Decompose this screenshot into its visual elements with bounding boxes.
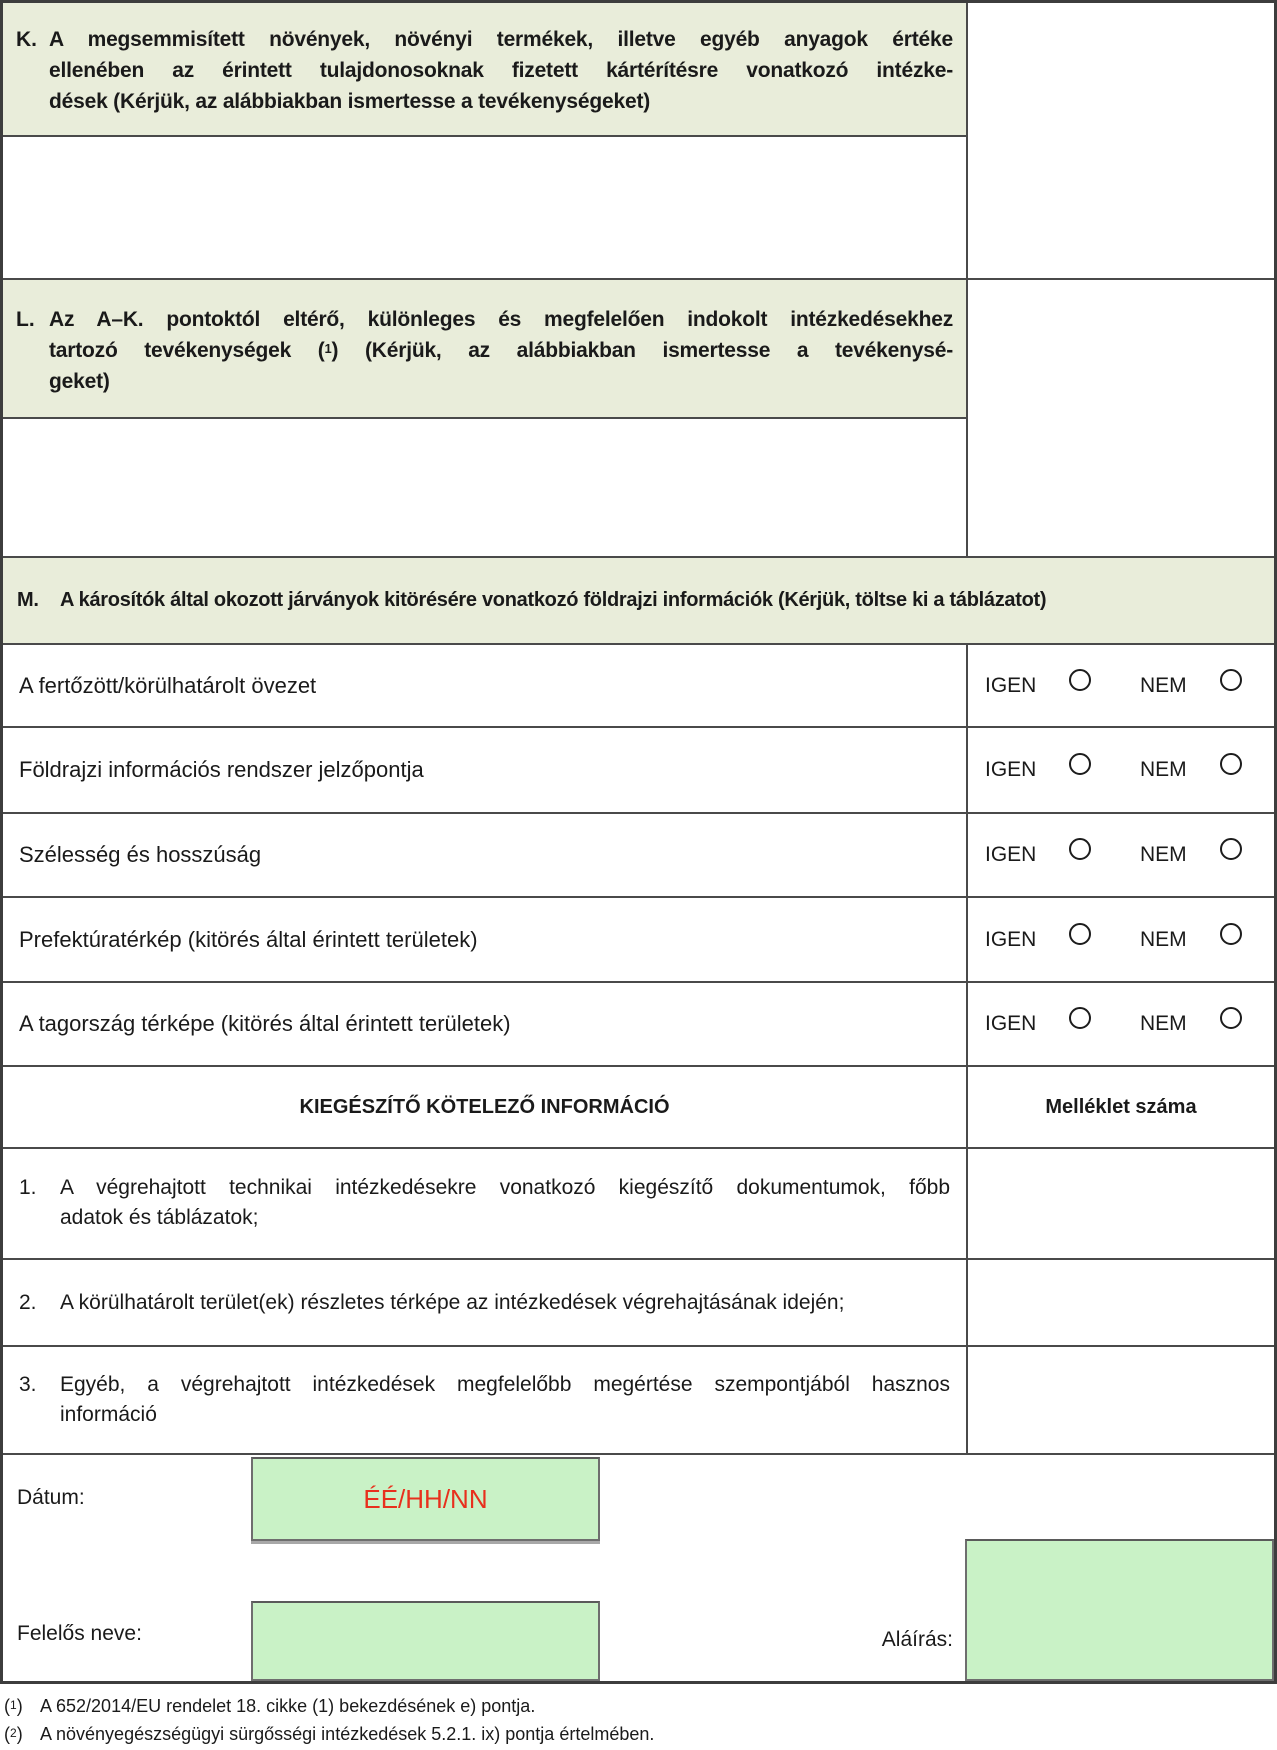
item-2-line1: A körülhatárolt terület(ek) részletes térképe az intézkedések végrehajtásának idején; [60, 1291, 845, 1314]
section-k-answer-area[interactable] [3, 137, 968, 280]
section-l-answer-area[interactable] [3, 419, 968, 558]
footnote-2-marker: ($^2$) [4, 1724, 23, 1744]
geo-row-3-no-radio[interactable] [1220, 838, 1242, 860]
section-l-title [49, 304, 953, 397]
footnote-1-text: A 652/2014/EU rendelet 18. cikke (1) bekezdésének e) pontja. [40, 1696, 536, 1716]
item-3-number: 3. [19, 1373, 37, 1396]
footnote-2-text: A növényegészségügyi sürgősségi intézkedések 5.2.1. ix) pontja értelmében. [40, 1724, 655, 1744]
supplementary-header-cell [3, 1067, 968, 1149]
geo-row-2-label-cell [3, 728, 968, 814]
section-m-title [3, 558, 1274, 643]
footnote-1-sup: 1 [10, 1698, 17, 1712]
yes-label: IGEN [985, 843, 1037, 866]
geo-row-2-label: Földrajzi információs rendszer jelzőpontja [19, 757, 424, 782]
signature-field[interactable] [965, 1539, 1274, 1681]
date-placeholder-value: ÉÉ/HH/NN [363, 1483, 488, 1514]
yes-label: IGEN [985, 1012, 1037, 1035]
geo-row-1-label: A fertőzött/körülhatárolt övezet [19, 672, 317, 698]
footnote-ref-1: 1 [324, 341, 332, 356]
geo-row-2-yes-radio[interactable] [1069, 753, 1091, 775]
item-3-cell [3, 1347, 968, 1455]
responsible-name-label: Felelős neve: [17, 1622, 142, 1645]
geo-row-5-label: A tagország térképe (kitörés által érintett területek) [19, 1011, 511, 1036]
item-1-line2: adatok és táblázatok; [60, 1206, 259, 1229]
item-3-annex-cell[interactable] [968, 1347, 1274, 1455]
annex-number-header-cell [968, 1067, 1274, 1149]
no-label: NEM [1140, 1012, 1187, 1035]
geo-row-5-no-radio[interactable] [1220, 1007, 1242, 1029]
geo-row-2-choice-cell [968, 728, 1274, 814]
footnote-2 [4, 1722, 654, 1746]
item-1-text [60, 1173, 950, 1233]
section-m-header-cell [3, 558, 1274, 645]
geo-row-1-yes-radio[interactable] [1069, 669, 1091, 691]
item-2-text [60, 1288, 950, 1318]
geo-row-5-choice-cell [968, 983, 1274, 1067]
item-3-text [60, 1370, 950, 1430]
section-k-line2: ellenében az érintett tulajdonosoknak fizetett kártérítésre vonatkozó intézke- [49, 59, 953, 82]
yes-label: IGEN [985, 673, 1037, 697]
item-2-cell [3, 1260, 968, 1347]
item-3-line1: Egyéb, a végrehajtott intézkedések megfelelőbb megértése szempontjából hasznos [60, 1373, 950, 1396]
responsible-name-field[interactable] [251, 1601, 600, 1681]
geo-row-3-label: Szélesség és hosszúság [19, 842, 262, 867]
geo-row-3-yes-radio[interactable] [1069, 838, 1091, 860]
geo-row-4-label: Prefektúratérkép (kitörés által érintett területek) [19, 926, 478, 952]
supplementary-header-title: KIEGÉSZÍTŐ KÖTELEZŐ INFORMÁCIÓ [299, 1095, 670, 1118]
yes-label: IGEN [985, 758, 1037, 781]
geo-row-2-no-radio[interactable] [1220, 753, 1242, 775]
signature-section [3, 1455, 1274, 1681]
geo-row-1-choice-cell [968, 645, 1274, 728]
section-l-line2 [49, 335, 953, 366]
item-1-annex-cell[interactable] [968, 1149, 1274, 1260]
geo-row-4-choice-cell [968, 898, 1274, 983]
section-l-line1: Az A–K. pontoktól eltérő, különleges és megfelelően indokolt intézkedésekhez [49, 308, 953, 331]
footnote-1-marker: ($^1$) [4, 1696, 23, 1716]
geo-row-1-label-cell [3, 645, 968, 728]
item-3-line2: információ [60, 1403, 157, 1426]
section-m-letter: M. [17, 589, 39, 611]
section-k-letter: K. [16, 28, 37, 51]
item-2-number: 2. [19, 1291, 37, 1314]
item-2-annex-cell[interactable] [968, 1260, 1274, 1347]
geo-row-4-no-radio[interactable] [1220, 923, 1242, 945]
geo-row-1-no-radio[interactable] [1220, 669, 1242, 691]
section-k-header-cell [3, 3, 968, 137]
no-label: NEM [1140, 927, 1187, 951]
section-k-line3: dések (Kérjük, az alábbiakban ismertesse a tevékenységeket) [49, 90, 651, 113]
geo-row-3-choice-cell [968, 814, 1274, 898]
section-k-title [49, 24, 953, 117]
no-label: NEM [1140, 673, 1187, 697]
date-field[interactable] [251, 1457, 600, 1541]
section-k-line1: A megsemmisített növények, növényi termékek, illetve egyéb anyagok értéke [49, 28, 953, 51]
section-l-line2-pre: tartozó tevékenységek ( [49, 339, 325, 362]
no-label: NEM [1140, 843, 1187, 866]
date-label: Dátum: [17, 1486, 85, 1509]
item-1-line1: A végrehajtott technikai intézkedésekre vonatkozó kiegészítő dokumentumok, főbb [60, 1176, 950, 1199]
section-l-line2-post: ) (Kérjük, az alábbiakban ismertesse a tevékenysé- [331, 339, 953, 362]
geo-row-4-yes-radio[interactable] [1069, 923, 1091, 945]
item-1-cell [3, 1149, 968, 1260]
geo-row-5-label-cell [3, 983, 968, 1067]
item-1-number: 1. [19, 1176, 37, 1199]
signature-label: Aláírás: [881, 1628, 953, 1651]
geo-row-5-yes-radio[interactable] [1069, 1007, 1091, 1029]
section-k-side-cell [968, 3, 1274, 280]
section-m-text: A károsítók által okozott járványok kitörésére vonatkozó földrajzi információk (Kérjük, töltse ki a táblázatot) [60, 589, 1047, 611]
yes-label: IGEN [985, 927, 1037, 951]
footnote-1 [4, 1694, 535, 1718]
section-l-side-cell [968, 280, 1274, 558]
annex-number-header-title: Melléklet száma [1045, 1095, 1197, 1118]
section-l-header-cell [3, 280, 968, 419]
no-label: NEM [1140, 758, 1187, 781]
geo-row-3-label-cell [3, 814, 968, 898]
footnote-2-sup: 2 [10, 1726, 17, 1740]
section-l-letter: L. [16, 308, 35, 331]
section-l-line3: geket) [49, 370, 110, 393]
geo-row-4-label-cell [3, 898, 968, 983]
